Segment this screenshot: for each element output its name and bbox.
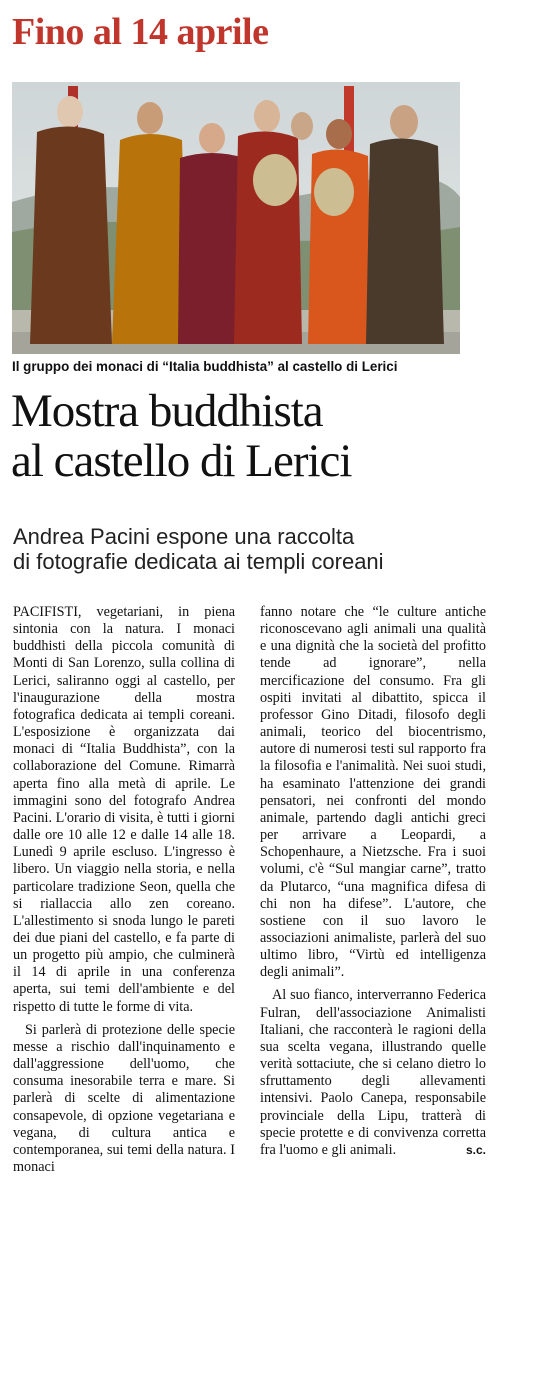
lead-word: PACIFISTI xyxy=(13,604,78,620)
headline-line-2: al castello di Lerici xyxy=(11,435,352,487)
article-paragraph-1 xyxy=(13,604,235,1016)
headline xyxy=(11,386,526,486)
monks-photo xyxy=(12,82,460,354)
article-column-2 xyxy=(260,604,486,1159)
article-column-1 xyxy=(13,604,235,1176)
author-signature: s.c. xyxy=(465,1142,486,1157)
article-paragraph-4 xyxy=(260,987,486,1159)
kicker-title: Fino al 14 aprile xyxy=(12,11,269,53)
article-paragraph-3: fanno notare che “le culture antiche riconoscevano agli animali una qualità e una dignità che la società del profitto tende ad ignorare”, nella mercificazione del consumo. Fra gli ospiti invitati al dibattito, spicca il professor Gino Ditadi, filosofo degli animali, teorico del biocentrismo, autore di numerosi testi sul rapporto fra la filosofia e l'animalità. Nei suoi studi, ha esaminato l'attenzione dei grandi pensatori, nei confronti del mondo animale, partendo dagli antichi greci per arrivare a Leopardi, a Schopenhaure, a Nietzsche. Fra i suoi volumi, c'è “Sul mangiar carne”, tratto da Plutarco, “una magnifica difesa di chi non ha difese”. L'autore, che sostiene con il suo lavoro le associazioni animaliste, parlerà del suo ultimo libro, “Virtù ed intelligenza degli animali”. xyxy=(260,604,486,981)
paragraph-4-text: Al suo fianco, interverranno Federica Fulran, dell'associazione Animalisti Italiani, che racconterà le ragioni della sua scelta vegana, illustrando quelle verità sottaciute, che si celano dietro lo sfruttamento degli allevamenti intensivi. Paolo Canepa, responsabile provinciale della Lipu, tratterà di specie protette e di convivenza corretta fra l'uomo e gli animali. xyxy=(260,987,486,1158)
subheadline-line-2: di fotografie dedicata ai templi coreani xyxy=(13,549,384,574)
article-paragraph-2: Si parlerà di protezione delle specie messe a rischio dall'inquinamento e dall'aggressione dell'uomo, che consuma inesorabile terra e mare. Si parlerà di scelte di alimentazione consapevole, di opzione vegetariana e vegana, di cultura antica e contemporanea, sui temi della natura. I monaci xyxy=(13,1021,235,1175)
headline-line-1: Mostra buddhista xyxy=(11,385,323,437)
photo-caption: Il gruppo dei monaci di “Italia buddhista” al castello di Lerici xyxy=(12,359,398,374)
subheadline-line-1: Andrea Pacini espone una raccolta xyxy=(13,524,355,549)
paragraph-1-text: , vegetariani, in piena sintonia con la natura. I monaci buddhisti della piccola comunità di Monti di San Lorenzo, sulla collina di Lerici, saliranno oggi al castello, per l'inaugurazione della mostra fotografica dedicata ai templi coreani. L'esposizione è organizzata dai monaci di “Italia Buddhista”, con la collaborazione del Comune. Rimarrà aperta fino alla metà di aprile. Le immagini sono del fotografo Andrea Pacini. L'orario di visita, è tutti i giorni dalle ore 10 alle 12 e dalle 14 alle 18. Lunedì 9 aprile escluso. L'ingresso è libero. Un viaggio nella storia, e nella particolare tradizione Seon, quella che si riallaccia allo zen coreano. L'allestimento si snoda lungo le pareti dei due piani del castello, e fa parte di un progetto più ampio, che culminerà il 14 di aprile in una conferenza aperta, sui temi dell'ambiente e del rispetto di tutte le forme di vita. xyxy=(13,604,235,1015)
subheadline xyxy=(13,524,528,574)
